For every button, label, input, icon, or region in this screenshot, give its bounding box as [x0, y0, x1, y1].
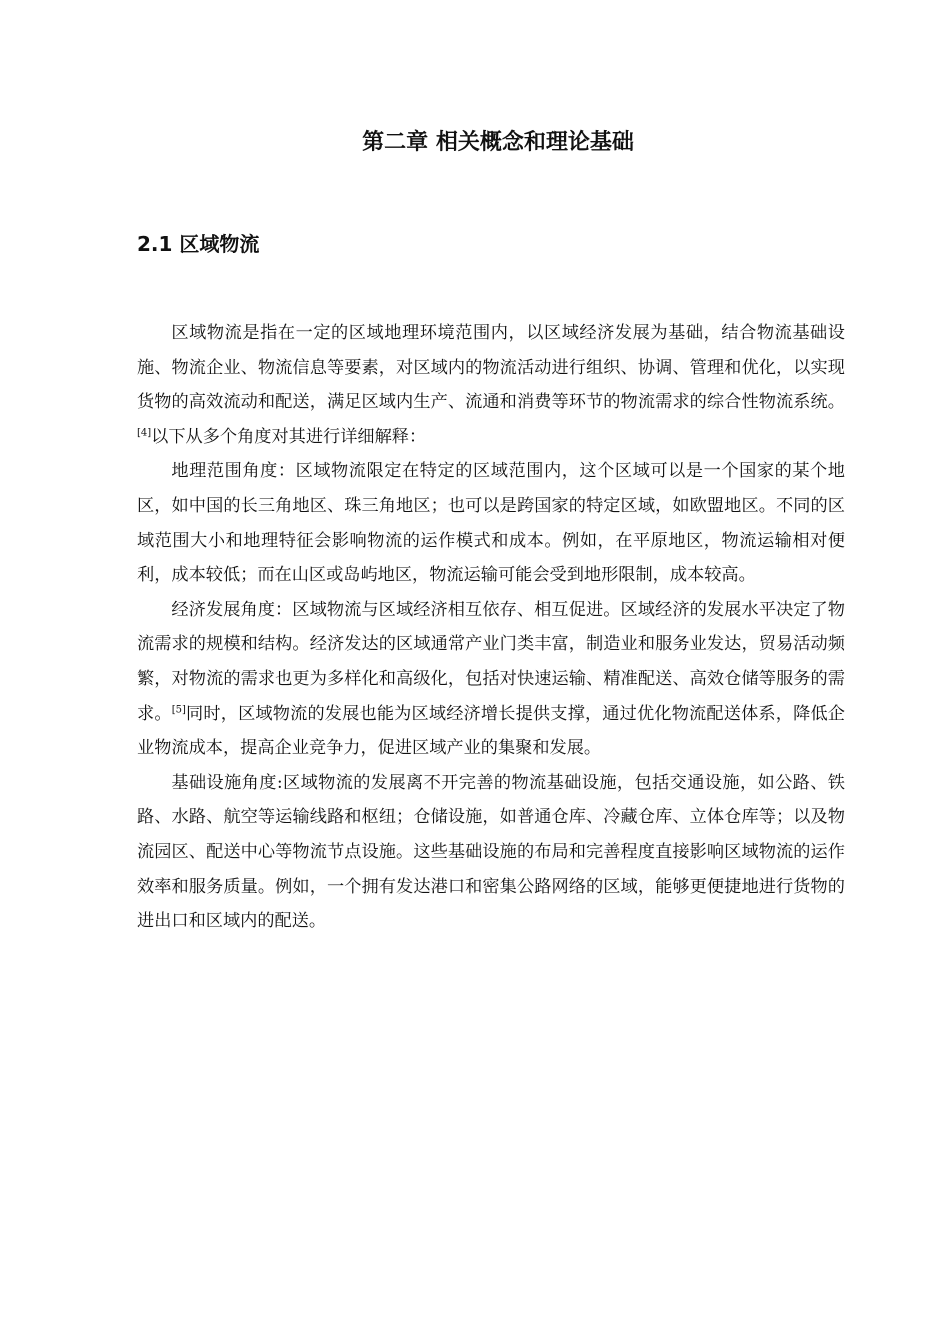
paragraph-text: 经济发展角度：区域物流与区域经济相互依存、相互促进。区域经济的发展水平决定了物流需求的规模和结构。经济发达的区域通常产业门类丰富，制造业和服务业发达，贸易活动频繁，对物流的需求也更为多样化和高级化，包括对快速运输、精准配送、高效仓储等服务的需求。 [137, 599, 845, 724]
paragraph-text: 同时，区域物流的发展也能为区域经济增长提供支撑，通过优化物流配送体系，降低企业物流成本，提高企业竞争力，促进区域产业的集聚和发展。 [137, 703, 845, 759]
citation-5: [5] [171, 703, 186, 715]
paragraph-definition [137, 316, 845, 454]
citation-4: [4] [137, 427, 152, 439]
paragraph-infrastructure: 基础设施角度:区域物流的发展离不开完善的物流基础设施，包括交通设施，如公路、铁路、水路、航空等运输线路和枢纽；仓储设施，如普通仓库、冷藏仓库、立体仓库等；以及物流园区、配送中心等物流节点设施。这些基础设施的布局和完善程度直接影响区域物流的运作效率和服务质量。例如，一个拥有发达港口和密集公路网络的区域，能够更便捷地进行货物的进出口和区域内的配送。 [137, 772, 845, 932]
paragraph-text: 区域物流是指在一定的区域地理环境范围内，以区域经济发展为基础，结合物流基础设施、物流企业、物流信息等要素，对区域内的物流活动进行组织、协调、管理和优化，以实现货物的高效流动和配送，满足区域内生产、流通和消费等环节的物流需求的综合性物流系统。 [137, 323, 845, 413]
paragraph-geography: 地理范围角度：区域物流限定在特定的区域范围内，这个区域可以是一个国家的某个地区，如中国的长三角地区、珠三角地区；也可以是跨国家的特定区域，如欧盟地区。不同的区域范围大小和地理特征会影响物流的运作模式和成本。例如，在平原地区，物流运输相对便利，成本较低；而在山区或岛屿地区，物流运输可能会受到地形限制，成本较高。 [137, 461, 845, 586]
body-text [137, 316, 845, 939]
paragraph-text: 以下从多个角度对其进行详细解释： [151, 426, 427, 447]
paragraph-economy [137, 593, 845, 766]
section-title: 2.1 区域物流 [137, 232, 260, 256]
chapter-title: 第二章 相关概念和理论基础 [362, 130, 634, 155]
